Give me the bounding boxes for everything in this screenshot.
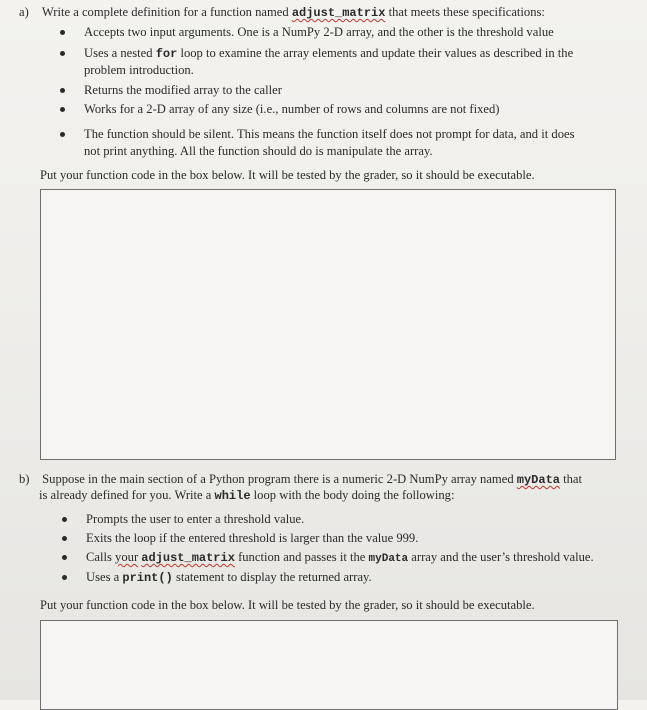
list-item: [84, 45, 629, 82]
part-b-instruction: Put your function code in the box below. It will be tested by the grader, so it should be executable.: [40, 598, 535, 612]
spec-text-after: loop to examine the array elements and update their values as described in the: [177, 46, 574, 60]
part-b-task-list: [86, 511, 631, 589]
spec-text: Returns the modified array to the caller: [84, 83, 282, 97]
while-keyword-code: while: [214, 489, 251, 503]
task-text-your: your: [115, 550, 139, 564]
mydata-inline-code: myData: [368, 553, 409, 565]
task-text-after: array and the user’s threshold value.: [408, 550, 594, 564]
task-text-after: statement to display the returned array.: [172, 570, 372, 584]
spec-text: Works for a 2-D array of any size (i.e., number of rows and columns are not fixed): [84, 102, 500, 116]
task-text-mid: function and passes it the: [234, 550, 369, 564]
adjust-matrix-code: adjust_matrix: [141, 551, 235, 565]
task-text: Prompts the user to enter a threshold value.: [86, 512, 305, 526]
part-a-instruction: Put your function code in the box below. It will be tested by the grader, so it should be executable.: [40, 168, 535, 182]
part-b-label: b): [19, 472, 30, 486]
list-item: [84, 101, 629, 126]
part-b-line2-after: loop with the body doing the following:: [250, 488, 455, 502]
list-item: [84, 24, 629, 45]
print-code: print(): [122, 571, 173, 585]
bullet-icon: [62, 575, 67, 580]
spec-text-line2: not print anything. All the function should do is manipulate the array.: [84, 144, 433, 158]
part-a-intro-after: that meets these specifications:: [385, 5, 545, 19]
list-item: [86, 511, 631, 530]
part-a-answer-box[interactable]: [40, 189, 616, 460]
list-item: [84, 82, 629, 101]
list-item: [86, 530, 631, 549]
task-text: Exits the loop if the entered threshold is larger than the value 999.: [86, 531, 419, 545]
bullet-icon: [60, 88, 65, 93]
part-a-intro-before: Write a complete definition for a function named: [41, 5, 292, 19]
bullet-icon: [62, 555, 67, 560]
part-a-prompt: [19, 4, 545, 21]
bullet-icon: [62, 536, 67, 541]
list-item: [86, 549, 631, 569]
bullet-icon: [62, 517, 67, 522]
part-b-prompt-line2: [39, 487, 454, 504]
part-b-intro-after: that: [559, 472, 583, 486]
part-b-line2-before: is already defined for you. Write a: [39, 488, 215, 502]
part-b-answer-box[interactable]: [40, 620, 618, 710]
bullet-icon: [60, 30, 65, 35]
part-b-intro-before: Suppose in the main section of a Python program there is a numeric 2-D NumPy array named: [42, 472, 517, 486]
task-text-before: Calls: [86, 550, 116, 564]
for-keyword-code: for: [155, 47, 178, 61]
bullet-icon: [60, 132, 65, 137]
spec-text-line1: The function should be silent. This means the function itself does not prompt for data, and it does: [84, 127, 575, 141]
list-item: [86, 569, 631, 589]
spec-text: Accepts two input arguments. One is a NumPy 2-D array, and the other is the threshold value: [84, 25, 554, 39]
list-item: [84, 126, 629, 162]
bullet-icon: [60, 51, 65, 56]
spec-text-line2: problem introduction.: [84, 63, 194, 78]
part-a-label: a): [19, 5, 29, 19]
spec-text-before: Uses a nested: [84, 46, 156, 60]
task-text-before: Uses a: [86, 570, 123, 584]
mydata-code: myData: [516, 473, 560, 487]
part-a-spec-list: [84, 24, 629, 162]
part-b-prompt: [19, 471, 582, 488]
bullet-icon: [60, 107, 65, 112]
function-name-code: adjust_matrix: [291, 6, 386, 20]
